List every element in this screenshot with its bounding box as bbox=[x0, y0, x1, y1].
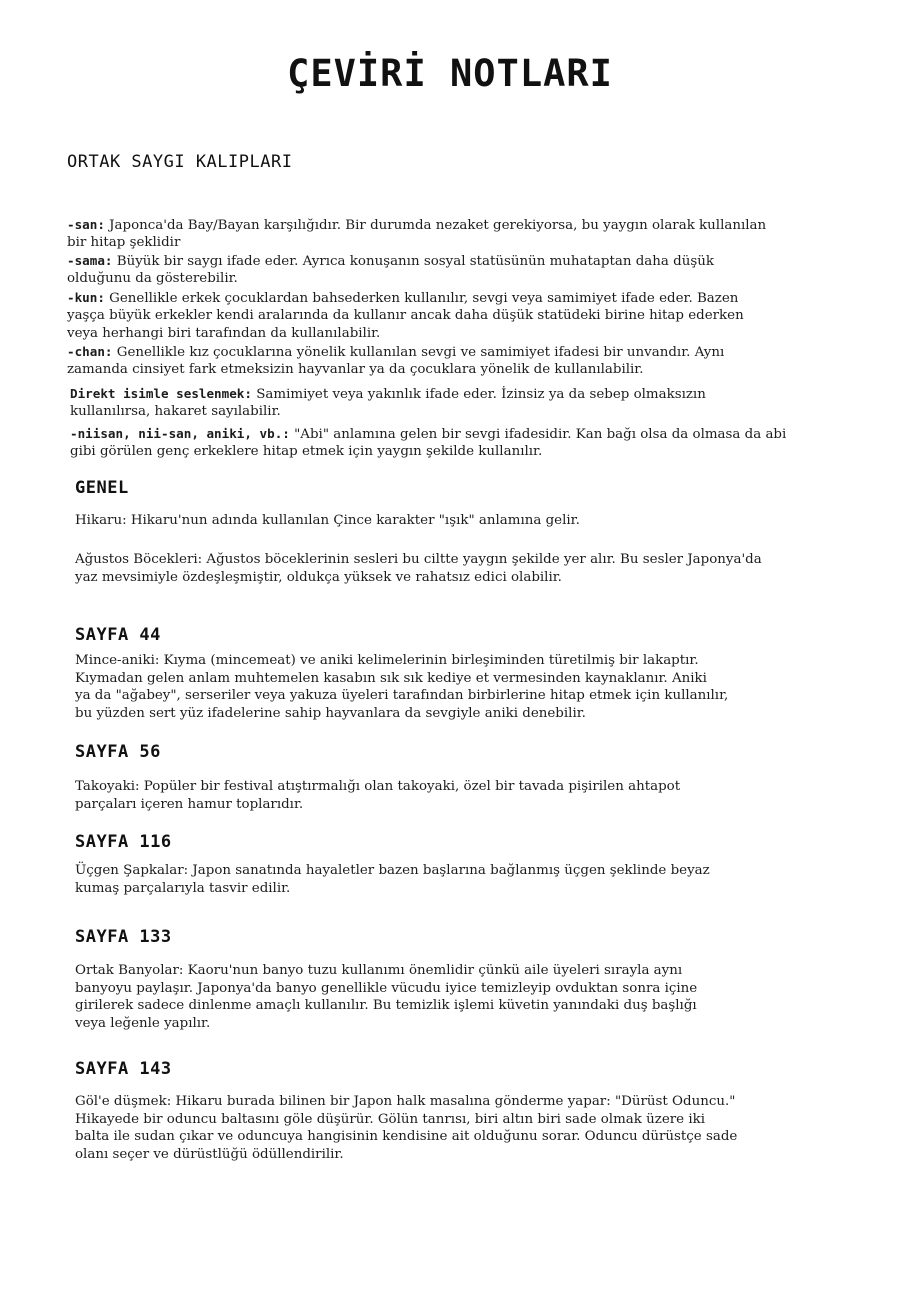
page133-heading: SAYFA 133 bbox=[75, 927, 172, 947]
honorific-term: -chan: bbox=[67, 343, 113, 359]
honorific-term: Direkt isimle seslenmek: bbox=[70, 385, 252, 401]
page44-heading: SAYFA 44 bbox=[75, 625, 161, 645]
general-note-cicadas: Ağustos Böcekleri: Ağustos böceklerinin sesleri bu ciltte yaygın şekilde yer alır. Bu sesler Japonya'da yaz mevsimiyle özdeşleşmiştir, oldukça yüksek ve rahatsız edici olabilir. bbox=[75, 552, 762, 585]
honorific-desc: Genellikle erkek çocuklardan bahsederken kullanılır, sevgi veya samimiyet ifade eder. Bazen yaşça büyük erkekler kendi aralarında da kullanır ancak daha düşük statüdeki birine hitap ederken veya herhangi biri tarafından da kullanılabilir. bbox=[67, 290, 744, 341]
general-heading: GENEL bbox=[75, 478, 129, 498]
honorific-term: -kun: bbox=[67, 289, 105, 305]
page56-heading: SAYFA 56 bbox=[75, 742, 161, 762]
page44-note: Mince-aniki: Kıyma (mincemeat) ve aniki kelimelerinin birleşiminden türetilmiş bir lakaptır. Kıymadan gelen anlam muhtemelen kasabın sık sık kediye et vermesinden kaynaklanır. Aniki ya da "ağabey", serseriler veya yakuza üyeleri tarafından birbirlerine hitap etmek için kullanılır, bu yüzden sert yüz ifadelerine sahip hayvanlara da sevgiyle aniki denebilir. bbox=[75, 653, 729, 721]
page56-note: Takoyaki: Popüler bir festival atıştırmalığı olan takoyaki, özel bir tavada pişirilen ahtapot parçaları içeren hamur toplarıdır. bbox=[75, 779, 681, 812]
page143-heading: SAYFA 143 bbox=[75, 1059, 172, 1079]
page116-note: Üçgen Şapkalar: Japon sanatında hayaletler bazen başlarına bağlanmış üçgen şeklinde beyaz kumaş parçalarıyla tasvir edilir. bbox=[75, 863, 710, 896]
page116-heading: SAYFA 116 bbox=[75, 832, 172, 852]
honorific-desc: "Abi" anlamına gelen bir sevgi ifadesidir. Kan bağı olsa da olmasa da abi gibi görülen genç erkeklere hitap etmek için yaygın şekilde kullanılır. bbox=[70, 426, 787, 459]
page133-note: Ortak Banyolar: Kaoru'nun banyo tuzu kullanımı önemlidir çünkü aile üyeleri sırayla aynı banyoyu paylaşır. Japonya'da banyo genellikle vücudu iyice temizleyip ovduktan sonra içine girilerek sadece dinlenme amaçlı kullanılır. Bu temizlik işlemi küvetin yanındaki duş başlığı veya leğenle yapılır. bbox=[75, 963, 698, 1031]
honorifics-heading: ORTAK SAYGI KALIPLARI bbox=[67, 152, 293, 172]
honorific-term: -niisan, nii-san, aniki, vb.: bbox=[70, 425, 290, 441]
honorific-niisan bbox=[70, 407, 870, 461]
general-note-hikaru: Hikaru: Hikaru'nun adında kullanılan Çince karakter "ışık" anlamına gelir. bbox=[75, 513, 580, 528]
honorific-term: -san: bbox=[67, 216, 105, 232]
page143-note: Göl'e düşmek: Hikaru burada bilinen bir Japon halk masalına gönderme yapar: "Dürüst Oduncu." Hikayede bir oduncu baltasını göle düşürür. Gölün tanrısı, biri altın biri sade olmak üzere iki balta ile sudan çıkar ve oduncuya hangisinin kendisine ait olduğunu sorar. Oduncu dürüstçe sade olanı seçer ve dürüstlüğü ödüllendirilir. bbox=[75, 1094, 738, 1162]
honorific-desc: Genellikle kız çocuklarına yönelik kullanılan sevgi ve samimiyet ifadesi bir unvandır. Aynı zamanda cinsiyet fark etmeksizin hayvanlar ya da çocuklara yönelik de kullanılabilir. bbox=[67, 344, 725, 377]
honorific-desc: Samimiyet veya yakınlık ifade eder. İzinsiz ya da sebep olmaksızın kullanılırsa, hakaret sayılabilir. bbox=[70, 386, 706, 419]
page-title: ÇEVİRİ NOTLARI bbox=[287, 52, 613, 95]
honorific-desc: Büyük bir saygı ifade eder. Ayrıca konuşanın sosyal statüsünün muhataptan daha düşük olduğunu da gösterebilir. bbox=[67, 253, 714, 286]
honorific-term: -sama: bbox=[67, 252, 113, 268]
honorific-desc: Japonca'da Bay/Bayan karşılığıdır. Bir durumda nezaket gerekiyorsa, bu yaygın olarak kullanılan bir hitap şeklidir bbox=[67, 217, 767, 250]
